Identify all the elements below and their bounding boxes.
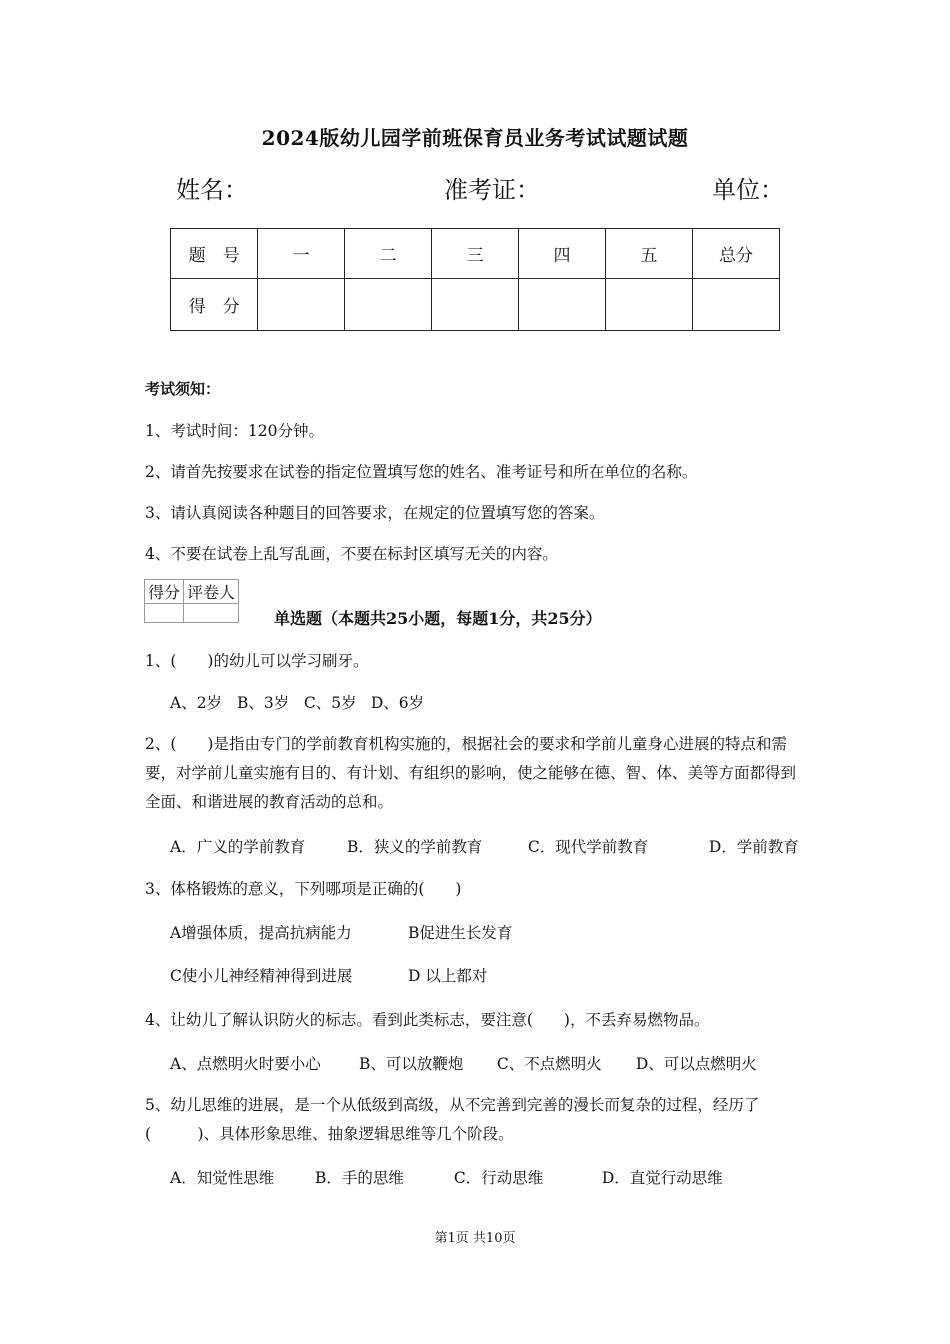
- name-field-label: 姓名：: [176, 176, 248, 204]
- notice-item: 1、考试时间：120分钟。: [145, 422, 324, 440]
- option: B、可以放鞭炮: [358, 1055, 464, 1073]
- option: D、6岁: [370, 694, 425, 712]
- option: D．学前教育: [708, 838, 799, 856]
- question-stem: 1、( )的幼儿可以学习刷牙。: [145, 652, 369, 670]
- question-options: [170, 964, 487, 986]
- question-options: [170, 691, 425, 713]
- option: C使小儿神经精神得到进展: [170, 967, 353, 985]
- notice-item: 3、请认真阅读各种题目的回答要求，在规定的位置填写您的答案。: [145, 504, 605, 522]
- grader-box-score-cell[interactable]: [145, 604, 184, 623]
- grader-box-grader-label: 评卷人: [184, 580, 239, 604]
- question-stem: 4、让幼儿了解认识防火的标志。看到此类标志，要注意( )，不丢弃易燃物品。: [145, 1011, 710, 1029]
- option: D、可以点燃明火: [635, 1055, 757, 1073]
- score-input-cell[interactable]: [692, 279, 779, 331]
- option: B．手的思维: [314, 1169, 404, 1187]
- question-options: [170, 1052, 757, 1074]
- score-table-cell: 五: [606, 229, 693, 279]
- document-title: 2024版幼儿园学前班保育员业务考试试题试题: [261, 126, 689, 150]
- score-table-cell: 一: [258, 229, 345, 279]
- grader-box-grader-cell[interactable]: [184, 604, 239, 623]
- score-input-cell[interactable]: [258, 279, 345, 331]
- score-input-cell[interactable]: [519, 279, 606, 331]
- option: A增强体质，提高抗病能力: [170, 924, 352, 942]
- question-stem: 2、( )是指由专门的学前教育机构实施的，根据社会的要求和学前儿童身心进展的特点和需要，对学前儿童实施有目的、有计划、有组织的影响，使之能够在德、智、体、美等方面都得到全面、和谐进展的教育活动的总和。: [145, 735, 797, 811]
- option: A、2岁: [170, 694, 223, 712]
- unit-field-label: 单位：: [712, 176, 784, 204]
- page-footer: 第1页 共10页: [434, 1231, 516, 1246]
- option: C．现代学前教育: [527, 838, 649, 856]
- score-table-header-row: [171, 229, 780, 279]
- option: D．直觉行动思维: [601, 1169, 723, 1187]
- question-options: [170, 835, 799, 857]
- option: C．行动思维: [453, 1169, 544, 1187]
- score-table-score-row: [171, 279, 780, 331]
- score-table-cell: 三: [432, 229, 519, 279]
- option: A．广义的学前教育: [170, 838, 306, 856]
- notice-item: 2、请首先按要求在试卷的指定位置填写您的姓名、准考证号和所在单位的名称。: [145, 463, 698, 481]
- score-table-cell: 二: [345, 229, 432, 279]
- option: A．知觉性思维: [170, 1169, 275, 1187]
- score-input-cell[interactable]: [606, 279, 693, 331]
- score-table-cell: 题 号: [171, 229, 258, 279]
- score-input-cell[interactable]: [432, 279, 519, 331]
- option: B、3岁: [236, 694, 290, 712]
- question-stem: 5、幼儿思维的进展，是一个从低级到高级，从不完善到完善的漫长而复杂的过程，经历了( )、具体形象思维、抽象逻辑思维等几个阶段。: [145, 1096, 760, 1143]
- score-input-cell[interactable]: [345, 279, 432, 331]
- option: D 以上都对: [407, 967, 488, 985]
- question-options: [170, 1166, 723, 1188]
- notice-item: 4、不要在试卷上乱写乱画，不要在标封区填写无关的内容。: [145, 545, 558, 563]
- option: B促进生长发育: [407, 924, 513, 942]
- option: B．狭义的学前教育: [346, 838, 483, 856]
- score-table-cell: 四: [519, 229, 606, 279]
- option: C、5岁: [303, 694, 357, 712]
- score-table-cell: 总分: [692, 229, 779, 279]
- question-options: [170, 921, 512, 943]
- option: C、不点燃明火: [496, 1055, 602, 1073]
- option: A、点燃明火时要小心: [170, 1055, 321, 1073]
- score-row-label: 得 分: [171, 279, 258, 331]
- question-stem: 3、体格锻炼的意义，下列哪项是正确的( ): [145, 880, 462, 898]
- section-title: 单选题（本题共25小题，每题1分，共25分）: [274, 609, 602, 628]
- exam-id-field-label: 准考证：: [444, 176, 540, 204]
- grader-box-score-label: 得分: [145, 580, 184, 604]
- score-table: [170, 228, 780, 331]
- notice-title: 考试须知：: [145, 380, 221, 398]
- grader-box: [144, 579, 239, 623]
